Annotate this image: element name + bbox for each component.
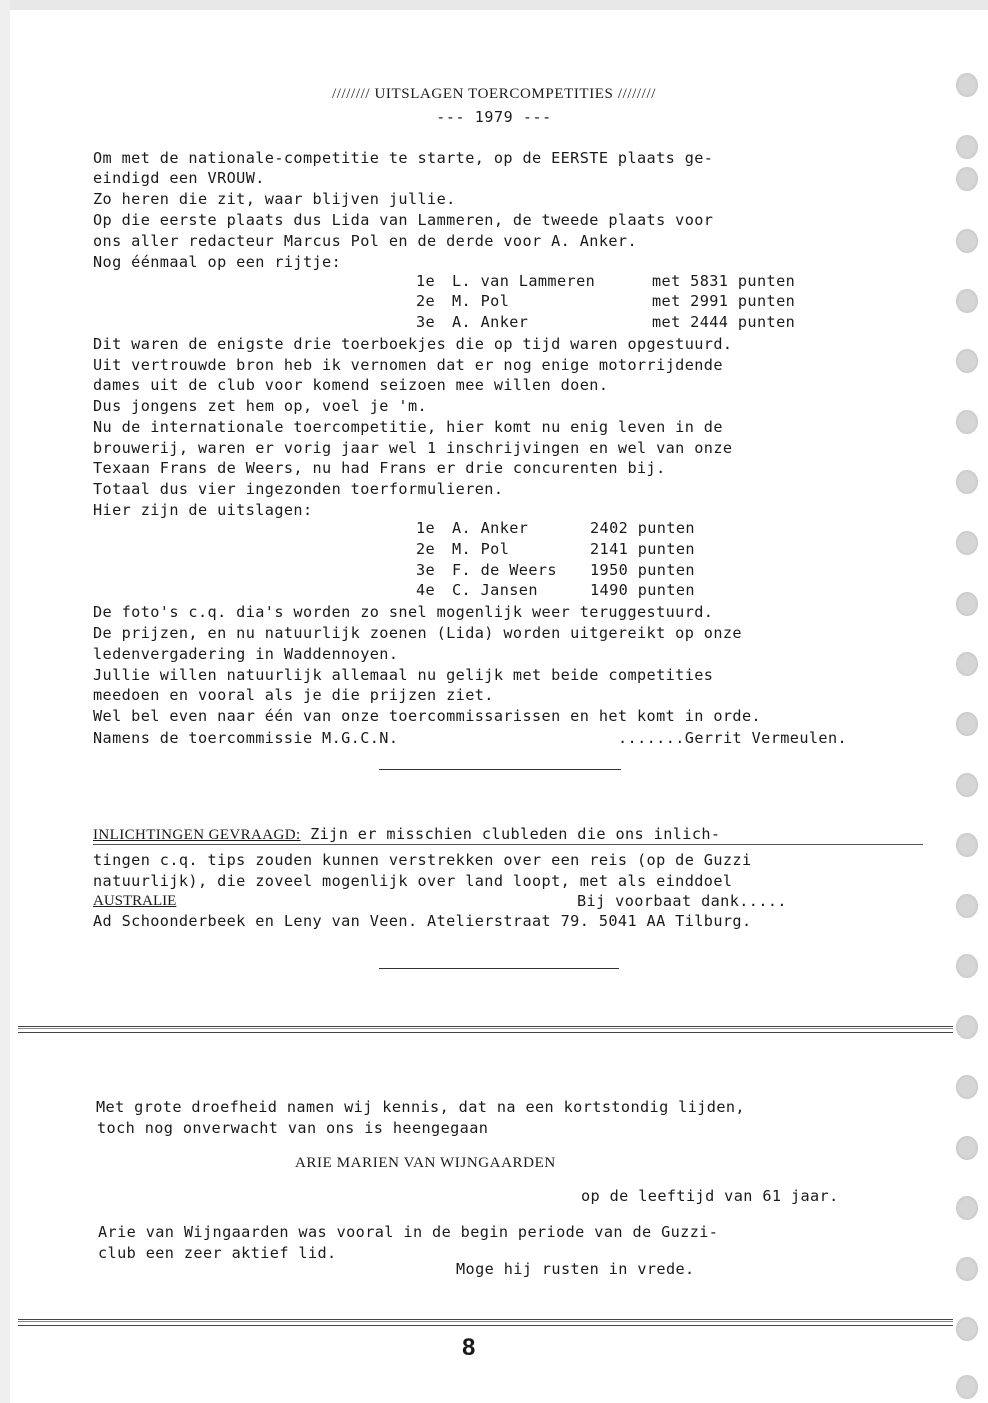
national-line-5: ons aller redacteur Marcus Pol en de derde voor A. Anker. (93, 232, 637, 250)
ranking-points: 1950 punten (590, 561, 695, 579)
ranking-points: met 2444 punten (652, 313, 796, 331)
international-line-3: dames uit de club voor komend seizoen mee willen doen. (93, 376, 609, 394)
scan-edge-left (0, 0, 10, 1403)
punch-hole (956, 1075, 978, 1099)
punch-hole (956, 954, 978, 978)
international-line-6: brouwerij, waren er vorig jaar wel 1 inschrijvingen en wel van onze (93, 439, 733, 457)
punch-hole (956, 712, 978, 736)
page-heading: //////// UITSLAGEN TOERCOMPETITIES //////// (331, 86, 656, 102)
international-line-9: Hier zijn de uitslagen: (93, 501, 313, 519)
ranking-name: A. Anker (452, 313, 529, 331)
ranking-position: 2e (416, 292, 436, 310)
closing-line-5: meedoen en vooral als je die prijzen ziet. (93, 686, 494, 704)
ranking-points: 1490 punten (590, 581, 695, 599)
signature-left: Namens de toercommissie M.G.C.N. (93, 729, 399, 747)
ranking-position: 1e (416, 519, 436, 537)
info-line-1-text: Zijn er misschien clubleden die ons inlich- (300, 825, 721, 843)
punch-hole (956, 531, 978, 555)
info-thanks: Bij voorbaat dank..... (577, 892, 787, 910)
international-line-5: Nu de internationale toercompetitie, hier komt nu enig leven in de (93, 418, 723, 436)
closing-line-4: Jullie willen natuurlijk allemaal nu gelijk met beide competities (93, 666, 714, 684)
double-rule-top (18, 1026, 953, 1033)
international-line-8: Totaal dus vier ingezonden toerformulieren. (93, 480, 504, 498)
punch-hole (956, 289, 978, 313)
ranking-name: F. de Weers (452, 561, 557, 579)
punch-hole (956, 1257, 978, 1281)
punch-hole (956, 349, 978, 373)
info-underline (93, 844, 923, 845)
international-line-4: Dus jongens zet hem op, voel je 'm. (93, 397, 428, 415)
ranking-name: A. Anker (452, 519, 529, 537)
ranking-points: met 5831 punten (652, 272, 796, 290)
national-line-2: eindigd een VROUW. (93, 169, 265, 187)
punch-hole (956, 1136, 978, 1160)
obituary-rest: Moge hij rusten in vrede. (456, 1260, 695, 1278)
ranking-points: 2141 punten (590, 540, 695, 558)
double-rule-bottom (18, 1319, 953, 1326)
info-line-1 (93, 824, 720, 845)
info-destination: AUSTRALIE (93, 893, 177, 909)
international-line-1: Dit waren de enigste drie toerboekjes die op tijd waren opgestuurd. (93, 335, 733, 353)
obituary-age: op de leeftijd van 61 jaar. (581, 1187, 839, 1205)
scan-edge-top (0, 0, 988, 10)
punch-hole (956, 1375, 978, 1399)
punch-hole (956, 1317, 978, 1341)
closing-line-6: Wel bel even naar één van onze toercommissarissen en het komt in orde. (93, 707, 762, 725)
ranking-position: 1e (416, 272, 436, 290)
ranking-name: L. van Lammeren (452, 272, 596, 290)
ranking-position: 2e (416, 540, 436, 558)
international-line-7: Texaan Frans de Weers, nu had Frans er drie concurenten bij. (93, 459, 666, 477)
obituary-line-4: club een zeer aktief lid. (98, 1244, 337, 1262)
ranking-points: 2402 punten (590, 519, 695, 537)
closing-line-1: De foto's c.q. dia's worden zo snel mogenlijk weer teruggestuurd. (93, 603, 714, 621)
punch-hole (956, 410, 978, 434)
binder-holes (948, 0, 988, 1403)
obituary-line-1: Met grote droefheid namen wij kennis, dat na een kortstondig lijden, (96, 1098, 745, 1116)
ranking-name: M. Pol (452, 292, 510, 310)
punch-hole (956, 652, 978, 676)
punch-hole (956, 773, 978, 797)
ranking-points: met 2991 punten (652, 292, 796, 310)
closing-line-2: De prijzen, en nu natuurlijk zoenen (Lida) worden uitgereikt op onze (93, 624, 742, 642)
heading-year: --- 1979 --- (436, 108, 552, 126)
ranking-position: 3e (416, 561, 436, 579)
signature-right: .......Gerrit Vermeulen. (618, 729, 848, 747)
ranking-name: C. Jansen (452, 581, 538, 599)
international-line-2: Uit vertrouwde bron heb ik vernomen dat er nog enige motorrijdende (93, 356, 723, 374)
info-address: Ad Schoonderbeek en Leny van Veen. Atelierstraat 79. 5041 AA Tilburg. (93, 912, 752, 930)
punch-hole (956, 470, 978, 494)
punch-hole (956, 167, 978, 191)
closing-line-3: ledenvergadering in Waddennoyen. (93, 645, 399, 663)
info-line-2: tingen c.q. tips zouden kunnen verstrekken over een reis (op de Guzzi (93, 851, 752, 869)
punch-hole (956, 592, 978, 616)
separator-rule (379, 968, 619, 969)
page-number: 8 (462, 1334, 476, 1361)
info-line-3: natuurlijk), die zoveel mogenlijk over land loopt, met als einddoel (93, 872, 733, 890)
ranking-position: 4e (416, 581, 436, 599)
punch-hole (956, 894, 978, 918)
separator-rule (379, 769, 621, 770)
punch-hole (956, 229, 978, 253)
punch-hole (956, 1015, 978, 1039)
national-line-1: Om met de nationale-competitie te starte, op de EERSTE plaats ge- (93, 149, 714, 167)
punch-hole (956, 73, 978, 97)
obituary-name: ARIE MARIEN VAN WIJNGAARDEN (295, 1155, 556, 1171)
punch-hole (956, 833, 978, 857)
punch-hole (956, 1196, 978, 1220)
info-label: INLICHTINGEN GEVRAAGD: (93, 827, 301, 843)
punch-hole (956, 135, 978, 159)
national-line-4: Op die eerste plaats dus Lida van Lammeren, de tweede plaats voor (93, 211, 714, 229)
ranking-name: M. Pol (452, 540, 510, 558)
national-line-6: Nog éénmaal op een rijtje: (93, 253, 342, 271)
ranking-position: 3e (416, 313, 436, 331)
obituary-line-2: toch nog onverwacht van ons is heengegaan (97, 1119, 489, 1137)
obituary-line-3: Arie van Wijngaarden was vooral in de begin periode van de Guzzi- (98, 1223, 719, 1241)
national-line-3: Zo heren die zit, waar blijven jullie. (93, 190, 456, 208)
